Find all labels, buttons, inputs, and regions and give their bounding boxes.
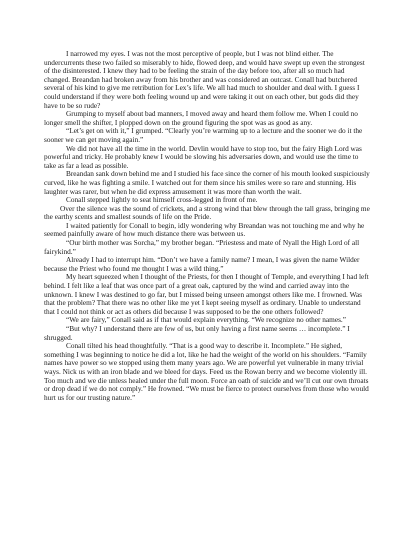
paragraph-9: “Our birth mother was Sorcha,” my brother began. “Priestess and mate of Nyall the High Lord of all fairykind.” bbox=[44, 238, 360, 256]
paragraph-13: “But why? I understand there are few of us, but only having a first name seems … incomplete.” I shrugged. bbox=[44, 324, 350, 342]
paragraph-4: We did not have all the time in the world. Devlin would have to stop too, but the fairy High Lord was powerful and tricky. He probably knew I would be slowing his adversaries down, and would use the time to take as far a lead as possible. bbox=[44, 143, 362, 170]
paragraph-8: I waited patiently for Conall to begin, idly wondering why Breandan was not touching me and why he seemed painfully aware of how much distance there was between us. bbox=[44, 220, 365, 239]
paragraph-11: My heart squeezed when I thought of the Priests, for then I thought of Temple, and everything I had left behind. I felt like a leaf that was once part of a great oak, captured by the wind and carried away into the unknown. I knew I was destined to go far, but I missed being unseen amongst others like me. I frowned. Was that the problem? That there was no other like me yet I kept seeing myself as ordinary. Unable to understand that I could not think or act as others did because I was supposed to be the one others followed? bbox=[44, 272, 369, 316]
paragraph-12: “We are fairy,” Conall said as if that would explain everything. “We recognize no other names.” bbox=[66, 315, 346, 325]
page-text-body bbox=[44, 50, 372, 402]
paragraph-1: I narrowed my eyes. I was not the most perceptive of people, but I was not blind either. The undercurrents these two failed so miserably to hide, flowed deep, and would have swept up even the strongest of the disinterested. I knew they had to be feeling the strain of the day before too, after all so much had changed. Breandan had broken away from his brother and was considered an outcast. Conall had butchered several of his kind to give me retribution for Lex’s life. We all had much to shoulder and deal with. I guess I could understand if they were both feeling wound up and were taking it out on each other, but gods did they have to be so rude? bbox=[44, 49, 365, 110]
paragraph-5: Breandan sank down behind me and I studied his face since the corner of his mouth looked suspiciously curved, like he was fighting a smile. I watched out for them since his smiles were so rare and stunning. His laughter was rarer, but when he did express amusement it was more than worth the wait. bbox=[44, 169, 370, 196]
paragraph-6: Conall stepped lightly to seat himself cross-legged in front of me. bbox=[66, 195, 258, 205]
paragraph-7: Over the silence was the sound of crickets, and a strong wind that blew through the tall grass, bringing me the earthy scents and smallest sounds of life on the Pride. bbox=[44, 203, 370, 222]
paragraph-10: Already I had to interrupt him. “Don’t we have a family name? I mean, I was given the name Wilder because the Priest who found me thought I was a wild thing.” bbox=[44, 255, 360, 273]
paragraph-14: Conall tilted his head thoughtfully. “That is a good way to describe it. Incomplete.” He sighed, something I was beginning to notice he did a lot, like he had the weight of the world on his shoulders. “Family names have power so we stopped using them many years ago. We are powerful yet vulnerable in many trivial ways. Nick us with an iron blade and we bleed for days. Feed us the Rowan berry and we become violently ill. Too much and we die unless healed under the full moon. Force an oath of suicide and we’ll cut our own throats or drop dead if we do not comply.” He frowned. “We must be fierce to protect ourselves from those who would hurt us for our trusting nature.” bbox=[44, 341, 369, 402]
paragraph-2: Grumping to myself about bad manners, I moved away and heard them follow me. When I could no longer smell the shifter, I plopped down on the ground figuring the spot was as good as any. bbox=[44, 109, 358, 127]
paragraph-3: “Let’s get on with it,” I grumped. “Clearly you’re warming up to a lecture and the sooner we do it the sooner we can get moving again.” bbox=[44, 126, 363, 144]
